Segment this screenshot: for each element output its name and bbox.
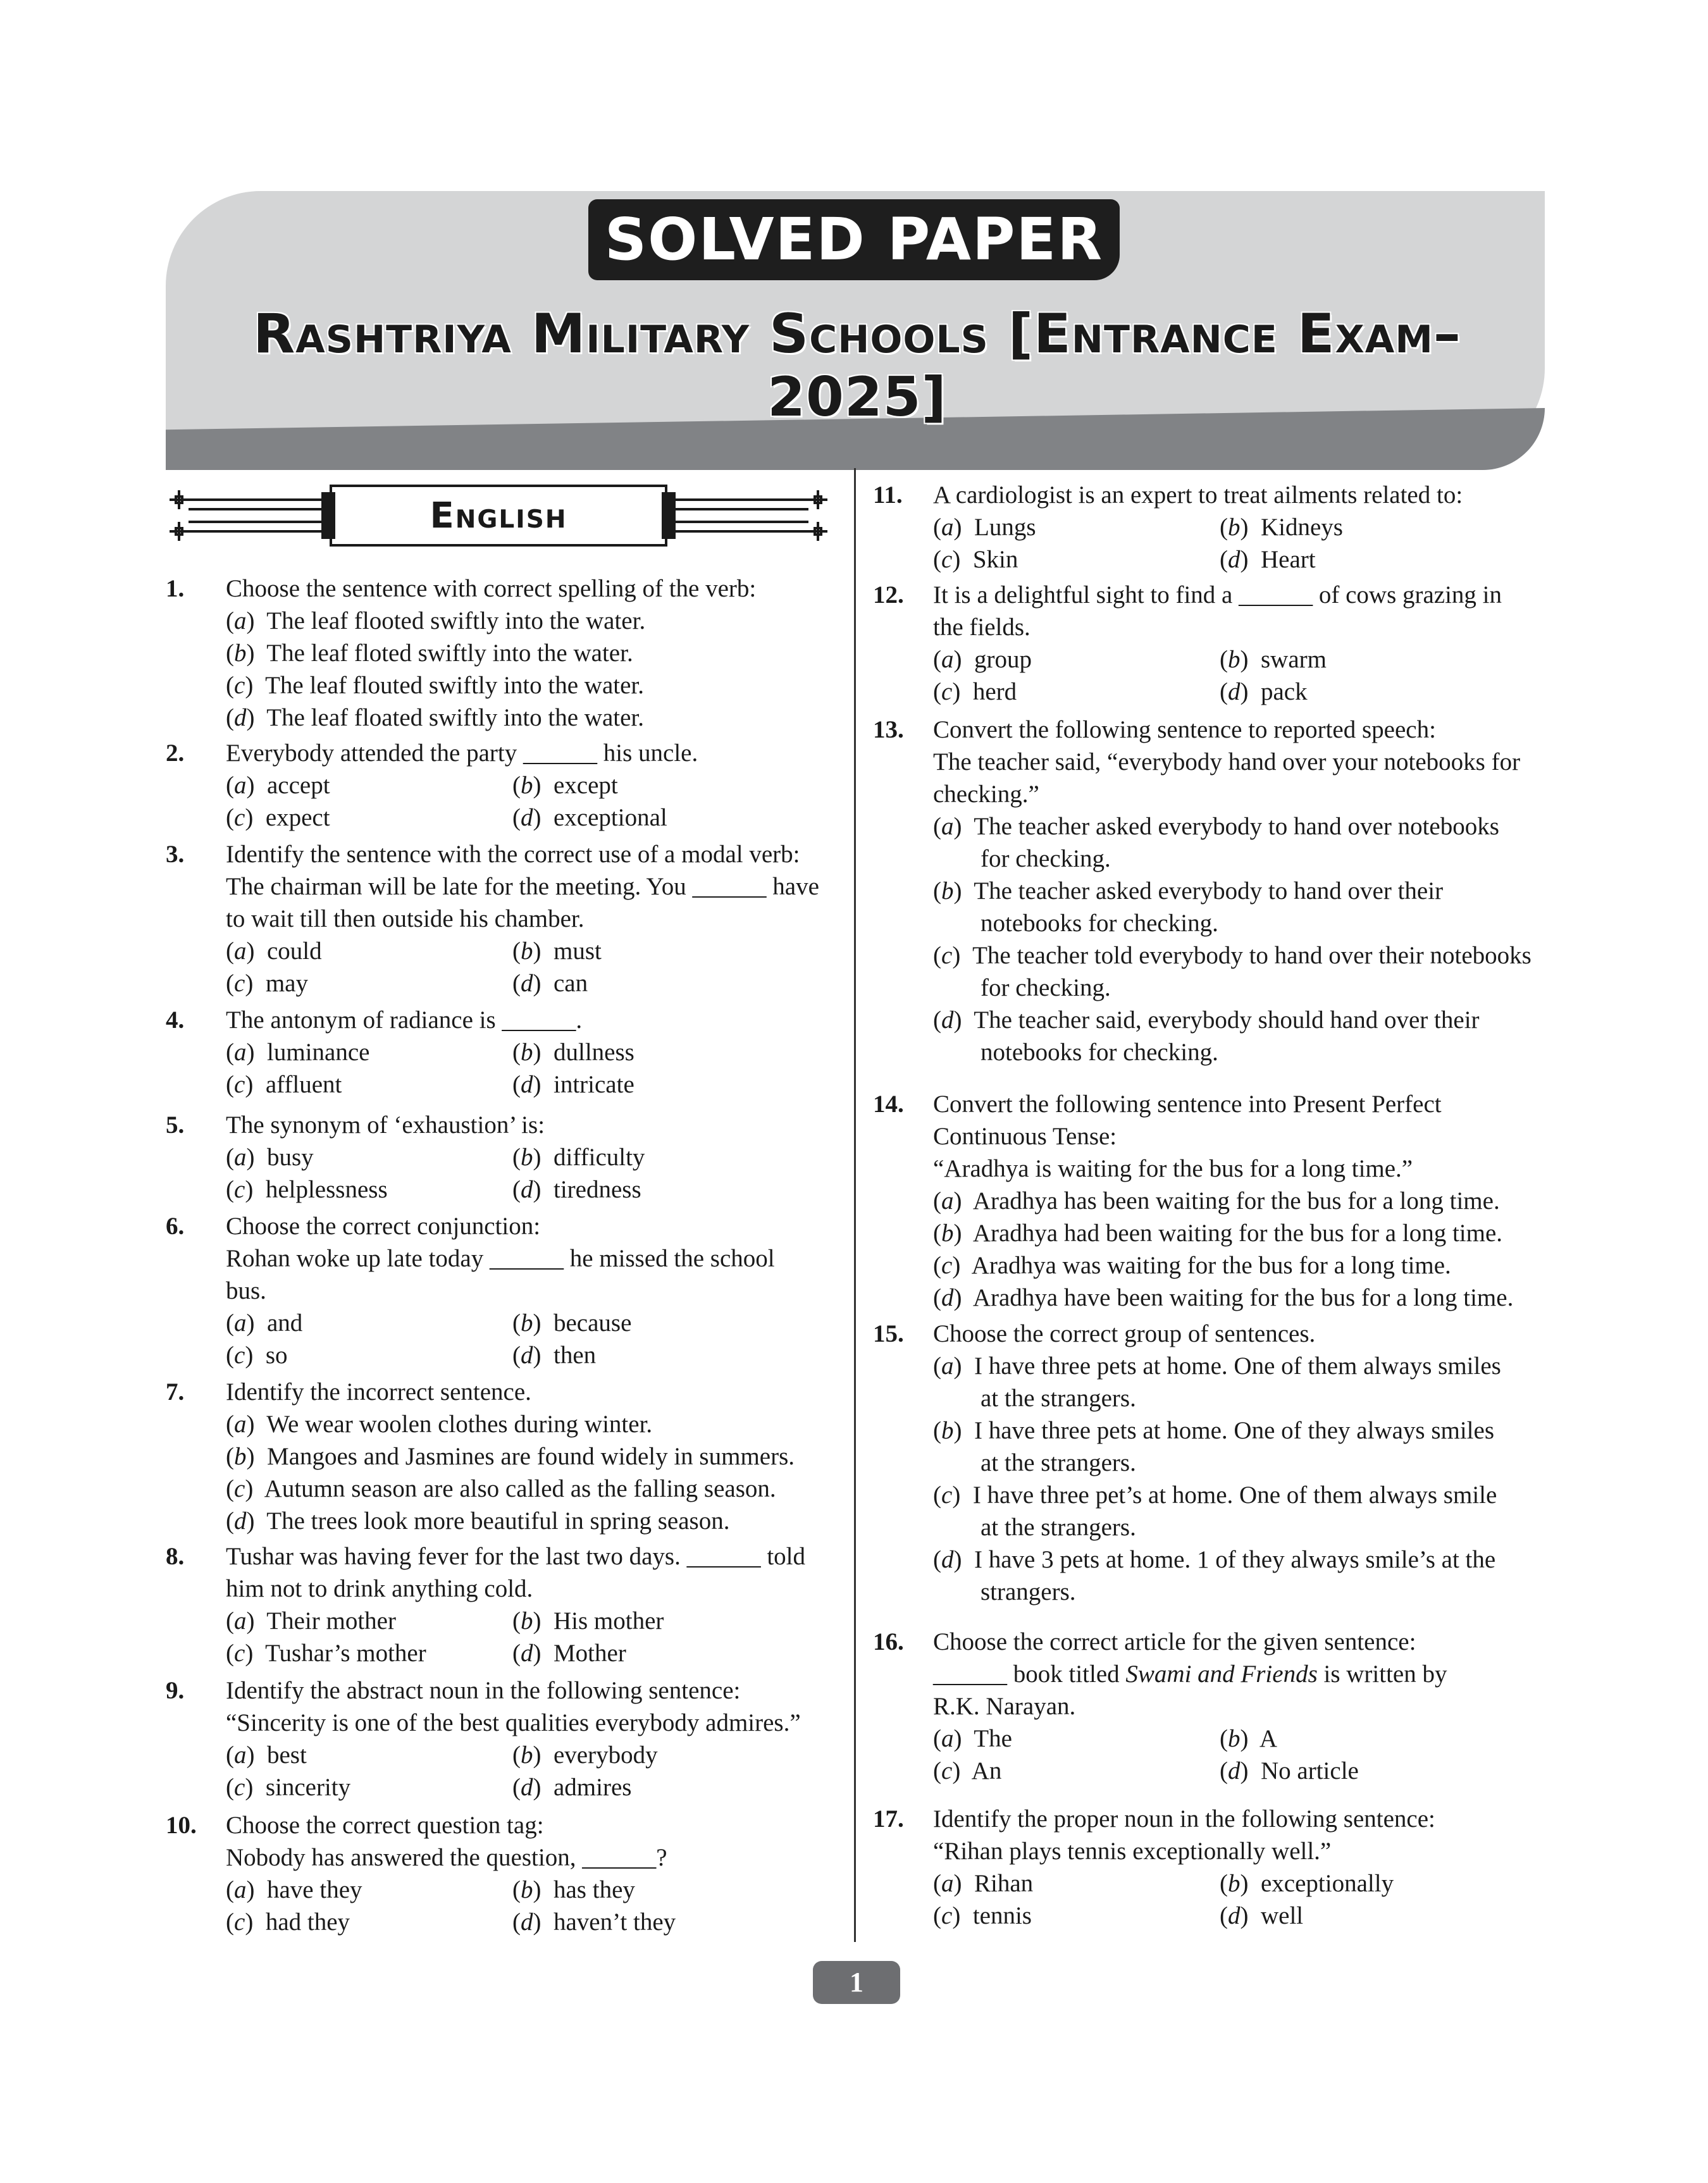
option-letter: c [234,1176,245,1203]
option-letter: a [941,1187,954,1215]
option-text: I have three pet’s at home. One of them always smile [972,1481,1497,1509]
option-c[interactable]: (c) The teacher told everybody to hand over their notebooks [933,942,1532,969]
option-text-continued: for checking. [981,845,1111,872]
option-letter: b [1228,1870,1241,1897]
option-letter: c [234,1774,245,1801]
section-title: English [430,495,567,536]
option-letter: a [234,1741,247,1769]
option-letter: c [234,1475,245,1502]
option-d[interactable]: (d) well [1220,1902,1304,1929]
question-text-line: the fields. [933,614,1030,641]
question-number: 4. [166,1006,185,1034]
option-text: sincerity [265,1774,351,1801]
option-d[interactable]: (d) pack [1220,678,1308,705]
option-text-continued: strangers. [981,1578,1076,1605]
option-b[interactable]: (b) exceptionally [1220,1870,1394,1897]
question-text-line: A cardiologist is an expert to treat ailments related to: [933,481,1463,509]
option-letter: a [234,1039,247,1066]
question-number: 5. [166,1111,185,1139]
option-text: Rihan [974,1870,1034,1897]
option-a[interactable]: (a) best [226,1741,307,1769]
option-a[interactable]: (a) I have three pets at home. One of them always smiles [933,1352,1501,1380]
option-text: then [554,1342,597,1369]
option-c[interactable]: (c) may [226,970,308,997]
option-letter: b [1228,646,1241,673]
solved-paper-badge: SOLVED PAPER [588,199,1120,280]
question-number: 7. [166,1378,185,1406]
option-d[interactable]: (d) I have 3 pets at home. 1 of they always smile’s at the [933,1546,1496,1573]
option-d[interactable]: (d) then [512,1342,597,1369]
option-letter: d [1228,678,1241,705]
option-letter: b [521,1309,533,1337]
option-text: The teacher told everybody to hand over their notebooks [972,942,1532,969]
option-letter: d [1228,1902,1241,1929]
option-text: intricate [554,1071,634,1098]
question-number: 12. [873,581,904,609]
option-d[interactable]: (d) The trees look more beautiful in spring season. [226,1507,730,1535]
question-text-line: Tushar was having fever for the last two days. ______ told [226,1543,806,1570]
option-text: well [1261,1902,1304,1929]
option-text: Autumn season are also called as the falling season. [264,1475,776,1502]
option-text: Skin [972,546,1018,573]
option-text: tennis [972,1902,1032,1929]
option-text: pack [1261,678,1308,705]
option-b[interactable]: (b) difficulty [512,1144,645,1171]
option-letter: b [521,937,533,965]
option-text: luminance [267,1039,370,1066]
option-text: busy [267,1144,314,1171]
option-d[interactable]: (d) haven’t they [512,1908,676,1936]
option-d[interactable]: (d) Mother [512,1640,626,1667]
option-b[interactable]: (b) I have three pets at home. One of they always smiles [933,1417,1494,1444]
option-b[interactable]: (b) except [512,772,618,799]
option-text: Heart [1261,546,1316,573]
option-a[interactable]: (a) have they [226,1876,362,1903]
option-letter: a [941,514,954,541]
question-number: 6. [166,1213,185,1240]
option-letter: a [941,1725,954,1752]
option-d[interactable]: (d) exceptional [512,804,667,831]
option-a[interactable]: (a) The teacher asked everybody to hand over notebooks [933,813,1499,840]
question-text-line: bus. [226,1277,266,1304]
option-letter: c [941,1481,953,1509]
question-text-line: R.K. Narayan. [933,1693,1076,1720]
question-text-line: Continuous Tense: [933,1123,1117,1150]
option-b[interactable]: (b) everybody [512,1741,658,1769]
question-text-tail: is written by [1317,1660,1447,1688]
option-a[interactable]: (a) Rihan [933,1870,1034,1897]
column-divider [854,468,856,1942]
exam-title: Rashtriya Military Schools [Entrance Exam–2025] [253,302,1461,429]
option-letter: b [234,1443,247,1470]
option-text: I have three pets at home. One of they always smiles [974,1417,1494,1444]
option-c[interactable]: (c) tennis [933,1902,1032,1929]
option-text: I have 3 pets at home. 1 of they always smile’s at the [974,1546,1496,1573]
option-letter: a [941,813,954,840]
option-letter: b [521,1039,533,1066]
question-number: 1. [166,575,185,602]
option-text: I have three pets at home. One of them always smiles [974,1352,1501,1380]
option-c[interactable]: (c) Skin [933,546,1018,573]
option-letter: c [941,1902,953,1929]
option-letter: d [521,804,533,831]
question-text-line: The teacher said, “everybody hand over your notebooks for [933,748,1521,776]
option-text: dullness [554,1039,634,1066]
option-b[interactable]: (b) has they [512,1876,635,1903]
option-text: Aradhya have been waiting for the bus for a long time. [972,1284,1514,1311]
option-a[interactable]: (a) Lungs [933,514,1036,541]
option-letter: b [521,1144,533,1171]
option-text: admires [554,1774,632,1801]
option-letter: b [1228,514,1241,541]
question-text-line: The antonym of radiance is ______. [226,1006,583,1034]
option-letter: d [521,1071,533,1098]
option-text-continued: notebooks for checking. [981,1039,1218,1066]
question-text-line: Convert the following sentence into Present Perfect [933,1091,1442,1118]
option-c[interactable]: (c) so [226,1342,288,1369]
option-text-continued: at the strangers. [981,1449,1136,1476]
option-c[interactable]: (c) The leaf flouted swiftly into the water. [226,672,645,699]
option-letter: a [234,1144,247,1171]
option-text: can [554,970,588,997]
option-text: Their mother [266,1607,396,1635]
option-text-continued: at the strangers. [981,1385,1136,1412]
option-text: exceptional [554,804,667,831]
question-number: 2. [166,739,185,767]
question-italic-title: Swami and Friends [1125,1660,1318,1688]
option-letter: d [521,1640,533,1667]
option-text: Kidneys [1261,514,1343,541]
question-number: 17. [873,1805,904,1833]
option-d[interactable]: (d) No article [1220,1757,1359,1784]
option-a[interactable]: (a) busy [226,1144,314,1171]
option-text: exceptionally [1261,1870,1394,1897]
option-d[interactable]: (d) The teacher said, everybody should hand over their [933,1006,1480,1034]
option-d[interactable]: (d) admires [512,1774,632,1801]
question-text-line: Identify the sentence with the correct use of a modal verb: [226,841,800,868]
option-text: The teacher asked everybody to hand over their [974,877,1444,905]
option-letter: a [941,1870,954,1897]
option-a[interactable]: (a) Their mother [226,1607,396,1635]
option-d[interactable]: (d) The leaf floated swiftly into the water. [226,704,645,731]
option-letter: c [234,804,245,831]
option-a[interactable]: (a) The leaf flooted swiftly into the water. [226,607,646,634]
option-letter: a [234,772,247,799]
option-text: best [267,1741,307,1769]
question-text-line: Convert the following sentence to reported speech: [933,716,1436,743]
question-text-head: ______ book titled [933,1660,1126,1688]
option-a[interactable]: (a) The [933,1725,1012,1752]
option-text: Tushar’s mother [265,1640,426,1667]
option-letter: d [521,1342,533,1369]
option-text: except [554,772,618,799]
option-d[interactable]: (d) Aradhya have been waiting for the bus for a long time. [933,1284,1514,1311]
question-text-line: to wait till then outside his chamber. [226,905,585,932]
question-text-line [933,1658,1447,1690]
option-a[interactable]: (a) Aradhya has been waiting for the bus for a long time. [933,1187,1500,1215]
option-c[interactable]: (c) affluent [226,1071,342,1098]
option-c[interactable]: (c) Autumn season are also called as the falling season. [226,1475,776,1502]
option-text: tiredness [554,1176,641,1203]
option-text: Aradhya has been waiting for the bus for a long time. [972,1187,1500,1215]
option-letter: d [521,1774,533,1801]
option-text: No article [1261,1757,1359,1784]
option-letter: b [941,1220,954,1247]
option-text: herd [972,678,1017,705]
option-letter: d [941,1546,954,1573]
question-text-line: The synonym of ‘exhaustion’ is: [226,1111,545,1139]
option-text: The leaf floated swiftly into the water. [266,704,645,731]
option-text: could [267,937,322,965]
option-a[interactable]: (a) luminance [226,1039,370,1066]
option-letter: d [1228,1757,1241,1784]
option-text: swarm [1261,646,1327,673]
option-letter: b [1228,1725,1241,1752]
question-text-line: Identify the incorrect sentence. [226,1378,531,1406]
option-text: accept [267,772,330,799]
option-text: His mother [554,1607,664,1635]
question-text-line: checking.” [933,781,1039,808]
question-text-line: Nobody has answered the question, ______? [226,1844,667,1871]
option-c[interactable]: (c) Aradhya was waiting for the bus for a long time. [933,1252,1451,1279]
option-a[interactable]: (a) accept [226,772,330,799]
option-letter: d [521,1176,533,1203]
option-letter: c [941,1252,953,1279]
option-text: expect [265,804,330,831]
option-letter: a [941,1352,954,1380]
option-text: has they [554,1876,635,1903]
option-b[interactable]: (b) His mother [512,1607,664,1635]
option-d[interactable]: (d) Heart [1220,546,1316,573]
question-text-line: The chairman will be late for the meeting. You ______ have [226,873,819,900]
question-number: 9. [166,1677,185,1704]
option-letter: c [234,1071,245,1098]
option-text: The trees look more beautiful in spring season. [266,1507,730,1535]
option-letter: c [234,970,245,997]
option-b[interactable]: (b) A [1220,1725,1278,1752]
option-text: and [267,1309,303,1337]
question-text-line: It is a delightful sight to find a ______ of cows grazing in [933,581,1502,609]
question-number: 14. [873,1091,904,1118]
question-number: 8. [166,1543,185,1570]
option-text: have they [267,1876,362,1903]
page-number: 1 [813,1961,900,2004]
option-letter: a [234,1876,247,1903]
option-text: Lungs [974,514,1036,541]
option-a[interactable]: (a) We wear woolen clothes during winter. [226,1411,653,1438]
option-text: A [1259,1725,1278,1752]
option-text-continued: at the strangers. [981,1514,1136,1541]
option-text: The leaf flouted swiftly into the water. [265,672,645,699]
option-letter: b [521,1607,533,1635]
option-b[interactable]: (b) The teacher asked everybody to hand over their [933,877,1444,905]
option-letter: b [941,1417,954,1444]
option-text: The teacher said, everybody should hand over their [974,1006,1480,1034]
option-letter: a [941,646,954,673]
option-letter: d [234,704,247,731]
option-letter: a [234,1607,247,1635]
option-text-continued: notebooks for checking. [981,910,1218,937]
question-text-line: “Rihan plays tennis exceptionally well.” [933,1838,1332,1865]
option-b[interactable]: (b) because [512,1309,632,1337]
option-text-continued: for checking. [981,974,1111,1001]
option-letter: c [234,1908,245,1936]
question-text-line: Choose the correct conjunction: [226,1213,541,1240]
option-text: We wear woolen clothes during winter. [266,1411,653,1438]
question-text-line: “Aradhya is waiting for the bus for a long time.” [933,1155,1413,1182]
option-letter: c [234,1342,245,1369]
option-letter: a [234,1411,247,1438]
option-text: Mother [554,1640,626,1667]
option-text: so [265,1342,288,1369]
option-b[interactable]: (b) The leaf floted swiftly into the water. [226,640,633,667]
option-letter: d [941,1006,954,1034]
option-letter: d [234,1507,247,1535]
option-c[interactable]: (c) had they [226,1908,350,1936]
option-letter: b [521,1741,533,1769]
option-letter: c [234,1640,245,1667]
option-text: had they [265,1908,350,1936]
option-c[interactable]: (c) sincerity [226,1774,351,1801]
question-number: 3. [166,841,185,868]
option-text: everybody [554,1741,658,1769]
option-letter: b [941,877,954,905]
option-d[interactable]: (d) tiredness [512,1176,641,1203]
option-text: Aradhya was waiting for the bus for a long time. [971,1252,1451,1279]
option-c[interactable]: (c) I have three pet’s at home. One of them always smile [933,1481,1497,1509]
option-a[interactable]: (a) and [226,1309,303,1337]
question-text-line: Rohan woke up late today ______ he missed the school [226,1245,775,1272]
option-text: haven’t they [554,1908,676,1936]
option-letter: c [941,546,953,573]
question-text-line: Identify the abstract noun in the following sentence: [226,1677,741,1704]
option-text: affluent [265,1071,342,1098]
option-b[interactable]: (b) swarm [1220,646,1327,673]
section-heading [163,481,834,550]
question-text-line: Identify the proper noun in the following sentence: [933,1805,1435,1833]
option-letter: d [1228,546,1241,573]
option-c[interactable]: (c) expect [226,804,330,831]
option-b[interactable]: (b) Mangoes and Jasmines are found widely in summers. [226,1443,795,1470]
option-text: helplessness [265,1176,388,1203]
question-text-line: Choose the sentence with correct spelling of the verb: [226,575,757,602]
option-letter: a [234,1309,247,1337]
option-text: The [974,1725,1012,1752]
option-b[interactable]: (b) dullness [512,1039,634,1066]
option-letter: b [521,772,533,799]
option-text: An [971,1757,1002,1784]
question-text-line: Choose the correct group of sentences. [933,1320,1316,1347]
option-text: The leaf floted swiftly into the water. [266,640,633,667]
question-number: 13. [873,716,904,743]
question-number: 10. [166,1812,197,1839]
option-letter: d [941,1284,954,1311]
option-letter: b [234,640,247,667]
option-c[interactable]: (c) Tushar’s mother [226,1640,426,1667]
option-text: group [974,646,1032,673]
option-letter: c [941,678,953,705]
question-number: 16. [873,1628,904,1655]
option-text: must [554,937,602,965]
option-text: Mangoes and Jasmines are found widely in summers. [267,1443,795,1470]
option-letter: c [941,1757,953,1784]
question-text-line: Choose the correct article for the given sentence: [933,1628,1416,1655]
question-text-line: Choose the correct question tag: [226,1812,544,1839]
option-d[interactable]: (d) intricate [512,1071,634,1098]
option-text: because [554,1309,632,1337]
option-letter: a [234,937,247,965]
question-text-line: “Sincerity is one of the best qualities everybody admires.” [226,1709,801,1736]
option-b[interactable]: (b) Kidneys [1220,514,1343,541]
option-letter: c [234,672,245,699]
option-letter: b [521,1876,533,1903]
option-c[interactable]: (c) herd [933,678,1017,705]
option-text: Aradhya had been waiting for the bus for a long time. [972,1220,1503,1247]
option-text: The teacher asked everybody to hand over notebooks [974,813,1499,840]
option-letter: a [234,607,247,634]
option-letter: c [941,942,953,969]
option-text: may [265,970,308,997]
option-letter: d [521,970,533,997]
option-text: The leaf flooted swiftly into the water. [266,607,646,634]
option-c[interactable]: (c) An [933,1757,1002,1784]
question-text-line: him not to drink anything cold. [226,1575,533,1602]
option-letter: d [521,1908,533,1936]
question-number: 11. [873,481,903,509]
option-c[interactable]: (c) helplessness [226,1176,388,1203]
option-d[interactable]: (d) can [512,970,588,997]
option-b[interactable]: (b) must [512,937,602,965]
option-b[interactable]: (b) Aradhya had been waiting for the bus for a long time. [933,1220,1503,1247]
option-a[interactable]: (a) group [933,646,1032,673]
question-text-line: Everybody attended the party ______ his uncle. [226,739,698,767]
option-a[interactable]: (a) could [226,937,322,965]
question-number: 15. [873,1320,904,1347]
option-text: difficulty [554,1144,645,1171]
